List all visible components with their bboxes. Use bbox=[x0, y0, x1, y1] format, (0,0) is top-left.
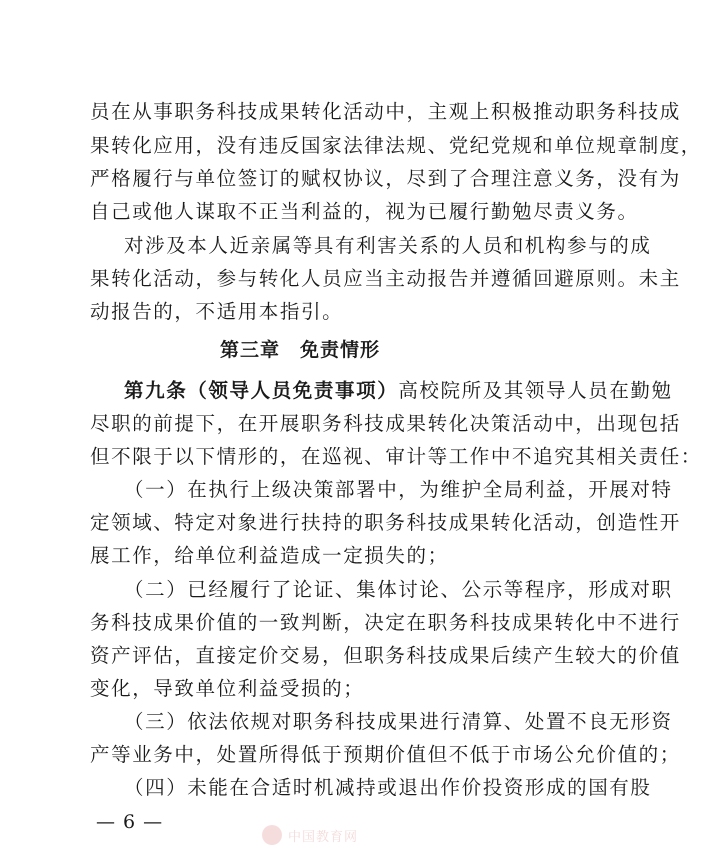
item-3-line: （三）依法依规对职务科技成果进行清算、处置不良无形资 bbox=[124, 710, 673, 733]
watermark-text: 中国教育网 bbox=[288, 829, 359, 845]
page-number: — 6 — bbox=[96, 811, 164, 833]
text-line: 变化，导致单位利益受损的； bbox=[90, 677, 365, 700]
text-line: 展工作，给单位利益造成一定损失的； bbox=[90, 544, 449, 567]
text-line: 对涉及本人近亲属等具有利害关系的人员和机构参与的成 bbox=[124, 234, 652, 257]
article-9-label: 第九条（领导人员免责事项） bbox=[124, 379, 399, 402]
text-line: 产等业务中，处置所得低于预期价值但不低于市场公允价值的； bbox=[90, 743, 681, 766]
item-1-line: （一）在执行上级决策部署中，为维护全局利益，开展对特 bbox=[124, 478, 673, 501]
article-9-text: 高校院所及其领导人员在勤勉 bbox=[398, 379, 673, 402]
article-9-first-line bbox=[124, 375, 673, 407]
watermark-logo-icon bbox=[262, 825, 282, 845]
text-line: 定领域、特定对象进行扶持的职务科技成果转化活动，创造性开 bbox=[90, 511, 681, 534]
text-line: 资产评估，直接定价交易，但职务科技成果后续产生较大的价值 bbox=[90, 644, 681, 667]
text-line: 尽职的前提下，在开展职务科技成果转化决策活动中，出现包括 bbox=[90, 412, 681, 435]
text-line: 务科技成果价值的一致判断，决定在职务科技成果转化中不进行 bbox=[90, 611, 681, 634]
item-2-line: （二）已经履行了论证、集体讨论、公示等程序，形成对职 bbox=[124, 578, 673, 601]
chapter-title: 免责情形 bbox=[300, 339, 381, 361]
text-line: 果转化活动，参与转化人员应当主动报告并遵循回避原则。未主 bbox=[90, 267, 681, 290]
text-line: 但不限于以下情形的，在巡视、审计等工作中不追究其相关责任： bbox=[90, 445, 702, 468]
text-line: 果转化应用，没有违反国家法律法规、党纪党规和单位规章制度， bbox=[90, 134, 702, 157]
chapter-heading bbox=[0, 334, 600, 366]
text-line: 自己或他人谋取不正当利益的，视为已履行勤勉尽责义务。 bbox=[90, 200, 639, 223]
chapter-number: 第三章 bbox=[219, 339, 280, 361]
text-line: 员在从事职务科技成果转化活动中，主观上积极推动职务科技成 bbox=[90, 100, 681, 123]
text-line: 动报告的，不适用本指引。 bbox=[90, 300, 344, 323]
text-line: 严格履行与单位签订的赋权协议，尽到了合理注意义务，没有为 bbox=[90, 167, 681, 190]
item-4-line: （四）未能在合适时机减持或退出作价投资形成的国有股 bbox=[124, 776, 652, 799]
watermark bbox=[262, 822, 462, 848]
